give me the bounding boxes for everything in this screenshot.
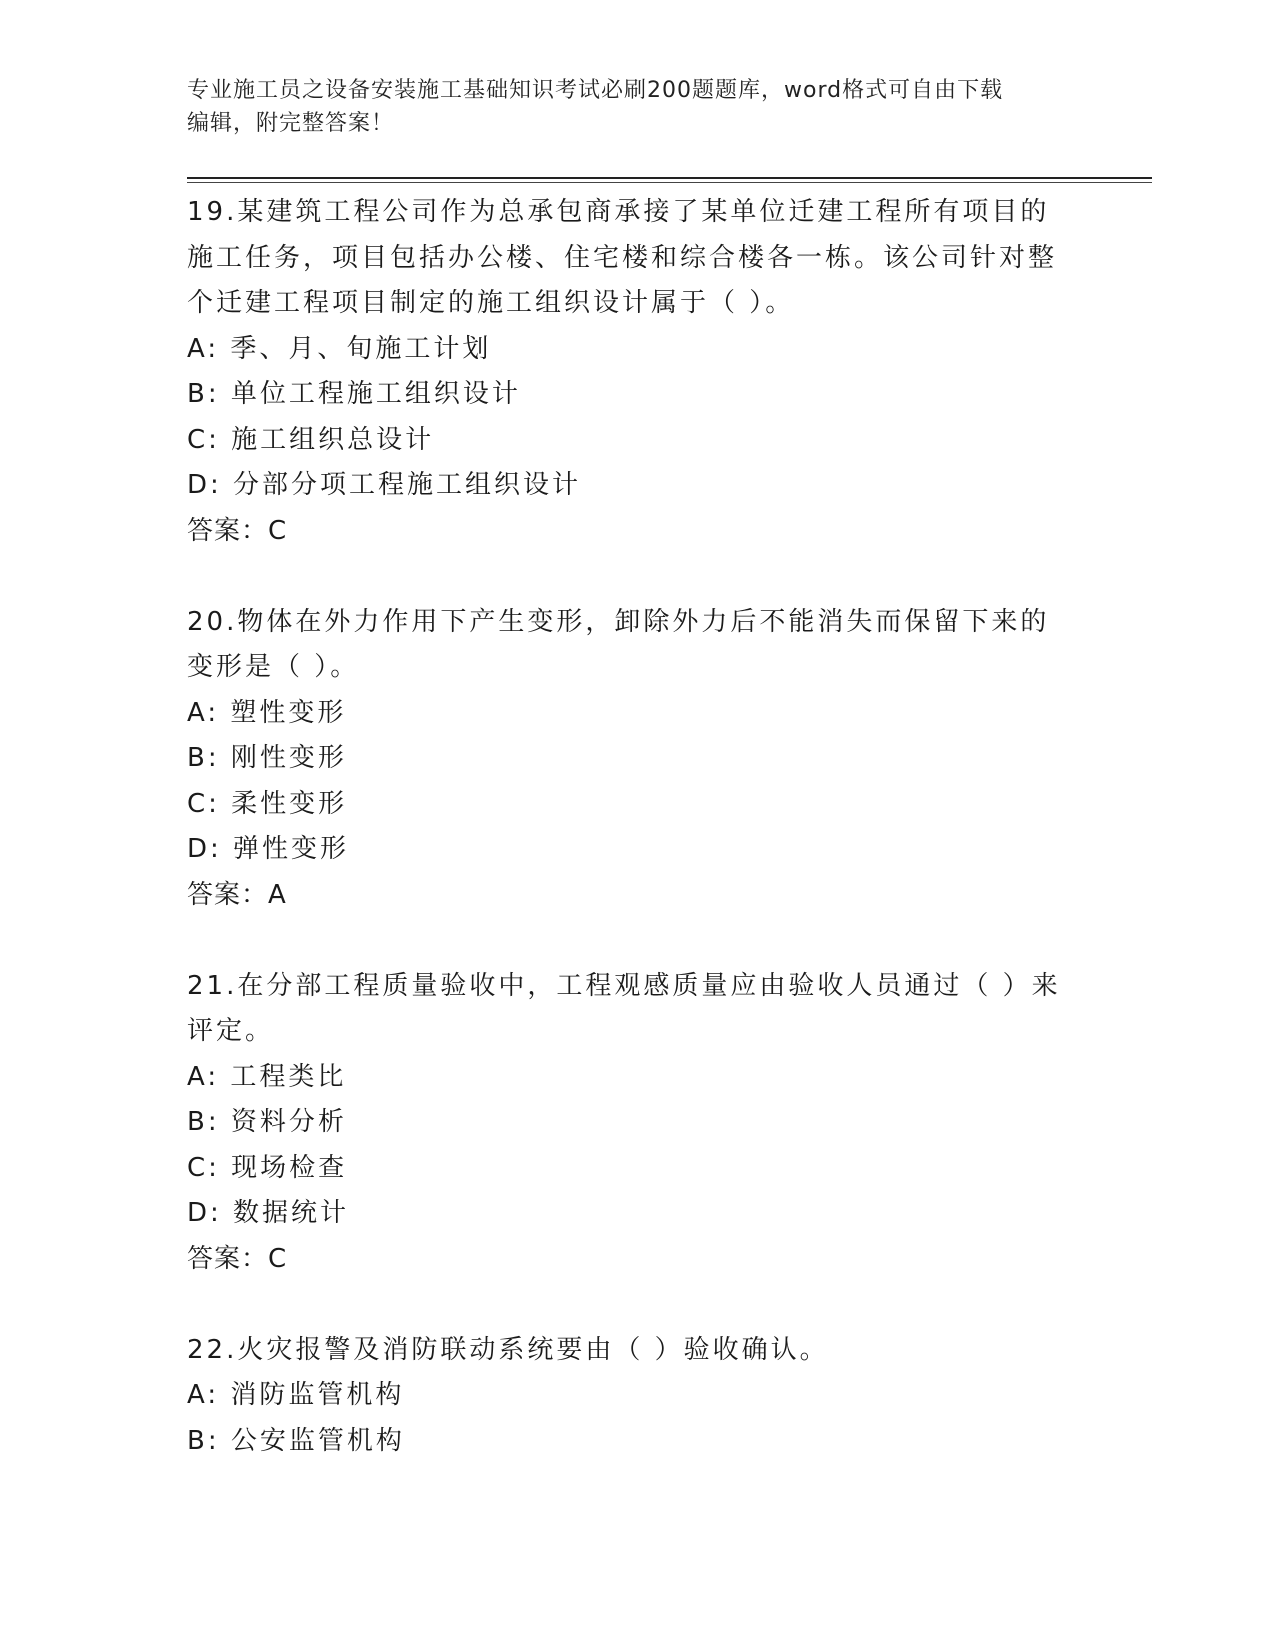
question-spacer — [187, 554, 1087, 600]
option-c: C: 施工组织总设计 — [187, 424, 435, 455]
option-b: B: 刚性变形 — [187, 743, 347, 773]
answer: 答案：C — [187, 515, 288, 546]
question-19 — [187, 190, 1087, 554]
option-b: B: 资料分析 — [187, 1107, 347, 1137]
header-divider-thick — [187, 177, 1152, 179]
option-b: B: 公安监管机构 — [187, 1425, 405, 1456]
page-header — [187, 74, 1067, 140]
header-divider-thin — [187, 182, 1152, 183]
question-stem: 21.在分部工程质量验收中，工程观感质量应由验收人员通过（ ）来评定。 — [187, 970, 1061, 1046]
option-a: A: 消防监管机构 — [187, 1380, 405, 1410]
option-a: A: 季、月、旬施工计划 — [187, 333, 492, 364]
question-20 — [187, 600, 1087, 919]
question-list — [187, 190, 1087, 1464]
option-c: C: 柔性变形 — [187, 788, 348, 819]
header-line-1: 专业施工员之设备安装施工基础知识考试必刷200题题库，word格式可自由下载 — [187, 78, 1004, 103]
question-stem: 22.火灾报警及消防联动系统要由（ ）验收确认。 — [187, 1334, 829, 1365]
option-d: D: 弹性变形 — [187, 834, 350, 864]
answer: 答案：C — [187, 1243, 288, 1274]
option-a: A: 工程类比 — [187, 1061, 347, 1092]
option-a: A: 塑性变形 — [187, 697, 347, 728]
option-c: C: 现场检查 — [187, 1152, 348, 1183]
question-spacer — [187, 1282, 1087, 1328]
option-d: D: 数据统计 — [187, 1198, 350, 1228]
question-spacer — [187, 918, 1087, 964]
question-22 — [187, 1328, 1087, 1465]
header-line-2: 编辑，附完整答案！ — [187, 111, 395, 136]
option-b: B: 单位工程施工组织设计 — [187, 379, 521, 409]
answer: 答案：A — [187, 879, 287, 910]
question-stem: 19.某建筑工程公司作为总承包商承接了某单位迁建工程所有项目的施工任务，项目包括办公楼、住宅楼和综合楼各一栋。该公司针对整个迁建工程项目制定的施工组织设计属于（ ）。 — [187, 197, 1058, 318]
option-d: D: 分部分项工程施工组织设计 — [187, 470, 582, 500]
question-21 — [187, 964, 1087, 1283]
question-stem: 20.物体在外力作用下产生变形，卸除外力后不能消失而保留下来的变形是（ ）。 — [187, 606, 1050, 682]
